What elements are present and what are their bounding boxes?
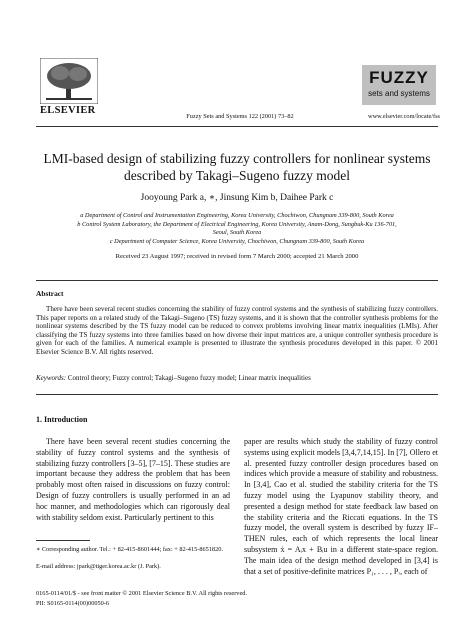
intro-paragraph-left: There have been several recent studies concerning the stability of fuzzy control systems and the synthesis of stabilizing fuzzy controllers [3–5], [7–15]. These studies are important because they address the problem that has been probably most often raised in discussions on fuzzy control: Design of fuzzy controllers is usually performed in an ad hoc manner, and methodologies which can rigorously deal with stability seldom exist. Particularly pertinent to this bbox=[36, 437, 230, 522]
journal-logo bbox=[362, 65, 436, 105]
elsevier-tree-logo bbox=[40, 58, 98, 104]
left-column bbox=[36, 437, 230, 523]
keywords-text: Control theory; Fuzzy control; Takagi–Sugeno fuzzy model; Linear matrix inequalities bbox=[67, 374, 311, 382]
section-heading-introduction: 1. Introduction bbox=[36, 415, 88, 424]
affiliation-b-line-1: b Control System Laboratory, the Department of Electrical Engineering, Korea University, Anam-Dong, Sungbuk-Ku 136-701, bbox=[77, 221, 397, 228]
author-list: Jooyoung Park a, ∗, Jinsung Kim b, Daihee Park c bbox=[140, 193, 334, 203]
journal-logo-subtitle: sets and systems bbox=[368, 89, 430, 98]
article-title bbox=[30, 150, 444, 184]
publisher-name: ELSEVIER bbox=[40, 105, 96, 116]
journal-url[interactable]: www.elsevier.com/locate/fss bbox=[368, 113, 440, 120]
footnote-rule bbox=[36, 540, 90, 541]
keywords-line bbox=[36, 374, 438, 382]
journal-logo-word: FUZZY bbox=[369, 68, 429, 87]
title-line-1: LMI-based design of stabilizing fuzzy controllers for nonlinear systems bbox=[43, 151, 431, 166]
intro-paragraph-right: paper are results which study the stability of fuzzy control systems using explicit models [3,4,7,14,15]. In [7], Ollero et al. presented fuzzy controller design procedures based on indices which provide a measure of stability and robustness. In [3,4], Cao et al. studied the stability criteria for the TS fuzzy model using the Lyapunov stability theory, and presented a design method for state feedback law based on the stability criteria and the Riccati equations. In the TS fuzzy model, the overall system is described by fuzzy IF–THEN rules, each of which represents the local linear subsystem ẋ = Aᵢx + Bᵢu in a different state-space region. The main idea of the design method developed in [3,4] is that a set of positive-definite matrices P₁, . . . , Pᵣ, each of bbox=[244, 437, 438, 576]
affiliation-a: a Department of Control and Instrumentation Engineering, Korea University, Chochiwon, Chungnam 339-800, South Korea bbox=[80, 212, 394, 219]
abstract-top-divider bbox=[36, 280, 438, 281]
pii-line: PII: S0165-0114(00)00050-6 bbox=[36, 600, 110, 607]
affiliation-c: c Department of Computer Science, Korea University, Chochiwon, Chungnam 339-800, South Korea bbox=[109, 238, 365, 245]
footnote-corresponding: ∗ Corresponding author. Tel.: + 82-415-8601444; fax: + 82-415-8651820. bbox=[36, 546, 223, 553]
abstract-bottom-divider bbox=[36, 394, 438, 395]
keywords-label: Keywords: bbox=[36, 374, 67, 382]
footnote-email: E-mail address: jpark@tiger.korea.ac.kr (J. Park). bbox=[36, 563, 161, 570]
received-dates: Received 23 August 1997; received in revised form 7 March 2000; accepted 21 March 2000 bbox=[115, 253, 359, 260]
affiliation-b-line-2: Seoul, South Korea bbox=[212, 229, 262, 236]
title-line-2: described by Takagi–Sugeno fuzzy model bbox=[124, 168, 350, 183]
right-column bbox=[244, 437, 438, 577]
header-divider bbox=[36, 126, 438, 127]
journal-reference: Fuzzy Sets and Systems 122 (2001) 73–82 bbox=[186, 113, 294, 120]
copyright-line: 0165-0114/01/$ - see front matter © 2001 Elsevier Science B.V. All rights reserved. bbox=[36, 590, 247, 597]
abstract-heading: Abstract bbox=[36, 289, 64, 298]
abstract-body: There have been several recent studies concerning the stability of fuzzy control systems and the synthesis of stabilizing fuzzy controllers. This paper reports on a related study of the Takagi–Sugeno (TS) fuzzy systems, and it is shown that the controller synthesis problems for the nonlinear systems described by the TS fuzzy model can be reduced to convex problems involving linear matrix inequalities (LMIs). After classifying the TS fuzzy systems into three families based on how diverse their input matrices are, a unique controller synthesis procedure is given for each of the families. A numerical example is presented to illustrate the synthesis procedures developed in this paper. © 2001 Elsevier Science B.V. All rights reserved. bbox=[36, 305, 438, 356]
